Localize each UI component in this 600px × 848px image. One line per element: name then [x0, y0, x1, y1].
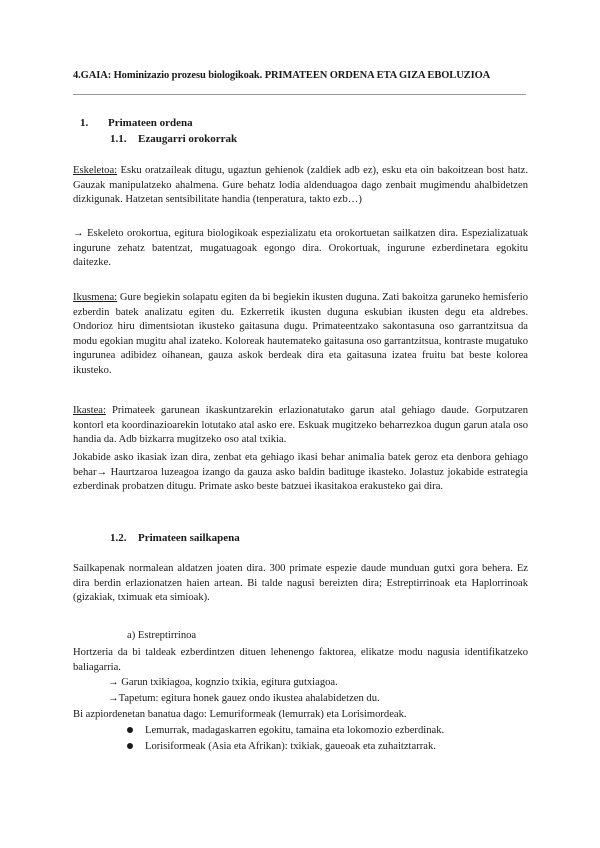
list-item [127, 741, 436, 752]
paragraph-estreptirrinoa [73, 646, 528, 675]
paragraph-text: Esku oratzaileak ditugu, ugaztun gehienok (zaldiek adb ez), esku eta oin bakoitzean bost hatz. Gauzak manipulatzeko ahalmena. Gure behatz lodia aldenduagoa dago zenbait mugimendu ahalbidetzen dizkigunak. Hatzetan sentsibilitate handia (tenperatura, takto ezb…) [73, 165, 528, 206]
subsection-number: 1.2. [110, 532, 127, 544]
term-label: Eskeletoa: [73, 165, 118, 176]
subsection-heading-1-1 [110, 133, 237, 145]
subsection-title: Primateen sailkapena [138, 532, 240, 544]
paragraph-text: Gure begiekin solapatu egiten da bi begiekin ikusten duguna. Zati bakoitza garuneko hemisferio ezberdin batek analizatu egiten du. Ezkerretik ikusten duguna eskubian ikusten degu eta aldrebes. Ondorioz hiru dimentsiotan ikusteko gaitasuna dugu. Primateentzako sakontasuna oso garrantzitsua da modu egokian mugitu ahal izateko. Koloreak hautemateko gaitasuna oso garrantzitsua, kontraste mugatuko ingurunea adibidez oihanean, gauza askok berdeak dira eta gaitasuna izatea fruitu bat beste kolorea ikusteko. [73, 292, 528, 376]
header-divider [73, 94, 526, 95]
term-label: Ikastea: [73, 405, 106, 416]
paragraph-eskeletoa-arrow [73, 227, 528, 271]
section-title: Primateen ordena [108, 117, 193, 129]
paragraph-ikusmena [73, 291, 528, 379]
paragraph-text: Hortzeria da bi taldeak ezberdintzen dituen lehenengo faktorea, elikatze modu nagusia identifikatzeko baliagarria. [73, 647, 528, 673]
paragraph-text: → Eskeleto orokortua, egitura biologikoak espezializatu eta orokortuetan sailkatzen dira. Espezializatuak ingurune zehatz batentzat, mugatuagoak egongo dira. Orokortuak, ingurune ezberdinetara egokitu daitezke. [73, 228, 528, 269]
subsection-number: 1.1. [110, 133, 127, 145]
document-header: 4.GAIA: Hominizazio prozesu biologikoak. PRIMATEEN ORDENA ETA GIZA EBOLUZIOA [73, 70, 491, 81]
term-label: Ikusmena: [73, 292, 118, 303]
paragraph-sailkapena [73, 562, 528, 606]
bullet-icon [127, 743, 133, 749]
paragraph-ikastea-2 [73, 451, 528, 495]
section-heading-1 [80, 117, 193, 129]
paragraph-eskeletoa [73, 164, 528, 208]
subsection-heading-1-2 [110, 532, 240, 544]
paragraph-text: Jokabide asko ikasiak izan dira, zenbat eta gehiago ikasi behar animalia batek geroz eta denbora gehiago behar→ Haurtzaroa luzeagoa izango da gauza asko baldin badituge ikasteko. Jolastuz jokabide estrategia ezberdinak probatzen ditugu. Primate asko beste batzuei ikasitakoa erakusteko gai dira. [73, 452, 528, 493]
list-item-text: Lorisiformeak (Asia eta Afrikan): txikiak, gaueoak eta zuhaitztarrak. [145, 741, 436, 752]
arrow-line-1: → Garun txikiagoa, kognzio txikia, egitura gutxiagoa. [108, 677, 338, 688]
subsection-title: Ezaugarri orokorrak [138, 133, 238, 145]
list-item-text: Lemurrak, madagaskarren egokitu, tamaina eta lokomozio ezberdinak. [145, 725, 445, 736]
paragraph-text: Sailkapenak normalean aldatzen joaten dira. 300 primate espezie daude munduan gutxi gora behera. Ez dira berdin erlazionatzen haien artean. Bi talde nagusi bereizten dira; Estreptirrinoak eta Haplorrinoak (gizakiak, tximuak eta simioak). [73, 563, 528, 604]
list-item [127, 725, 444, 736]
paragraph-ikastea [73, 404, 528, 448]
paragraph-text: Primateek garunean ikaskuntzarekin erlazionatutako garun atal gehiago daude. Gorputzaren kontorl eta koordinazioarekin lotutako atal asko ere. Eskuak mugitzeko beharrezkoa dugun garun atala oso handia da. Adb bizkarra mugitzeko oso atal txikia. [73, 405, 528, 446]
bullet-icon [127, 727, 133, 733]
list-heading-estreptirrinoa: a) Estreptirrinoa [127, 630, 197, 641]
section-number: 1. [80, 117, 89, 129]
arrow-line-2: →Tapetum: egitura honek gauez ondo ikustea ahalabidetzen du. [108, 693, 380, 704]
infraorder-line: Bi azpiordenetan banatua dago: Lemuriformeak (lemurrak) eta Lorisimordeak. [73, 709, 407, 720]
